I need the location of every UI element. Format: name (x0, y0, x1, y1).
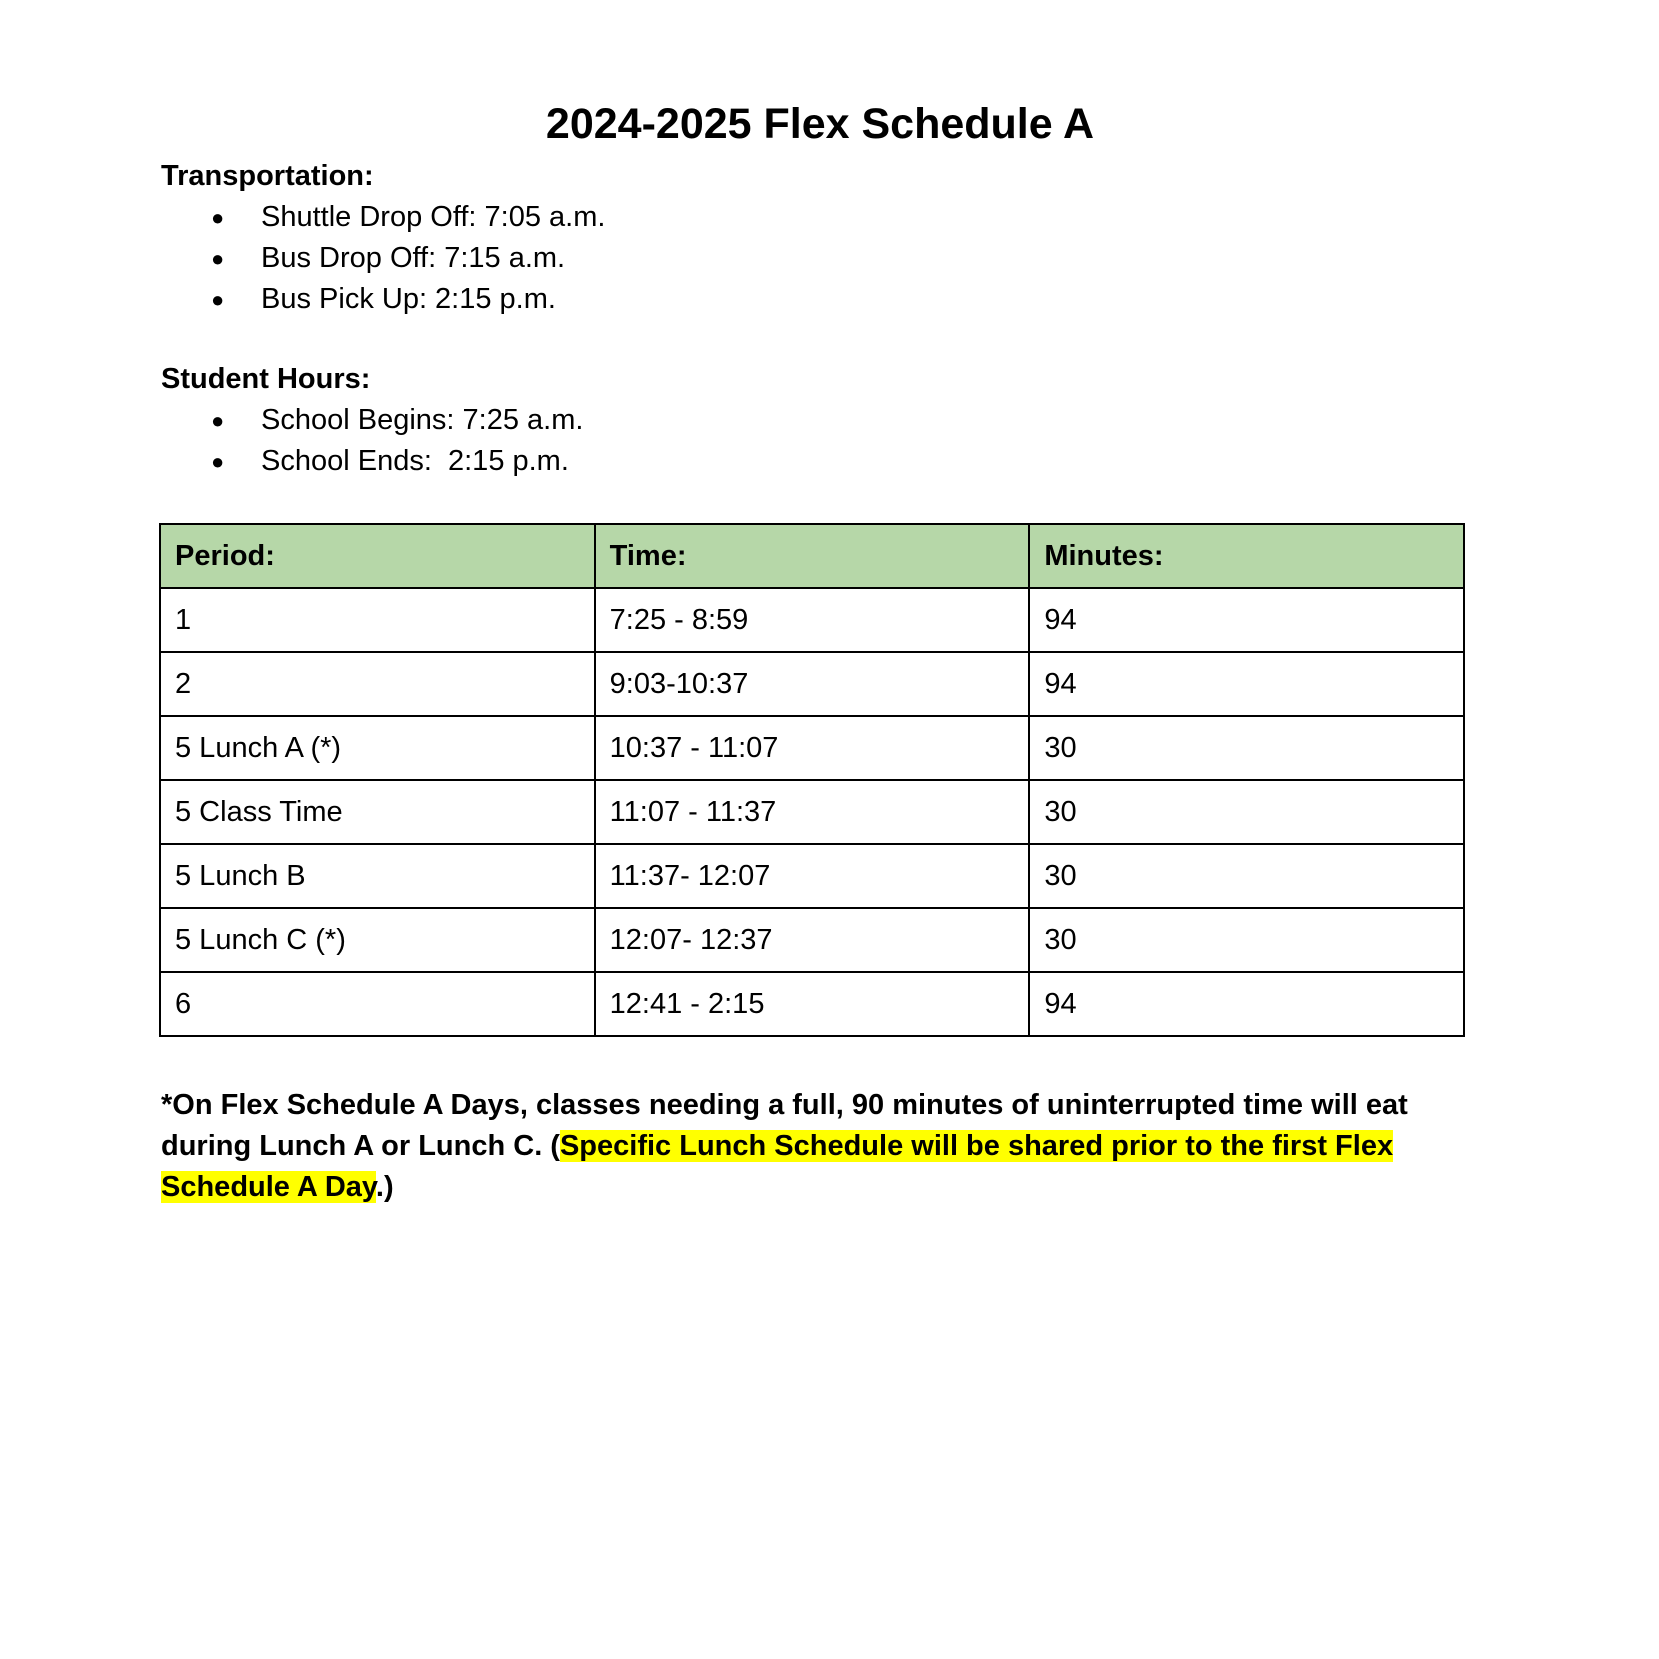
schedule-table (159, 523, 1465, 1037)
time-cell: 12:41 - 2:15 (595, 972, 1030, 1036)
minutes-cell: 94 (1029, 972, 1464, 1036)
period-cell: 2 (160, 652, 595, 716)
table-row (160, 844, 1464, 908)
minutes-cell: 30 (1029, 716, 1464, 780)
time-cell: 11:37- 12:07 (595, 844, 1030, 908)
table-header-row (160, 524, 1464, 588)
minutes-cell: 30 (1029, 844, 1464, 908)
bullet-icon: ● (211, 287, 225, 312)
student-hours-heading: Student Hours: (161, 363, 371, 395)
transportation-heading: Transportation: (161, 160, 374, 192)
bullet-icon: ● (211, 408, 225, 433)
list-item (161, 238, 1461, 279)
time-cell: 7:25 - 8:59 (595, 588, 1030, 652)
column-header-time: Time: (595, 524, 1030, 588)
transportation-item-bus-drop-off: Bus Drop Off: 7:15 a.m. (261, 242, 566, 274)
period-cell: 5 Lunch C (*) (160, 908, 595, 972)
student-hours-item-school-begins: School Begins: 7:25 a.m. (261, 404, 584, 436)
time-cell: 9:03-10:37 (595, 652, 1030, 716)
column-header-period: Period: (160, 524, 595, 588)
time-cell: 10:37 - 11:07 (595, 716, 1030, 780)
time-cell: 12:07- 12:37 (595, 908, 1030, 972)
table-row (160, 652, 1464, 716)
period-cell: 1 (160, 588, 595, 652)
minutes-cell: 94 (1029, 588, 1464, 652)
table-row (160, 780, 1464, 844)
list-item (161, 441, 1461, 482)
footnote-highlighted-text: Specific Lunch Schedule will be shared prior to the first Flex Schedule A Day (161, 1130, 1394, 1203)
period-cell: 5 Class Time (160, 780, 595, 844)
period-cell: 5 Lunch A (*) (160, 716, 595, 780)
time-cell: 11:07 - 11:37 (595, 780, 1030, 844)
bullet-icon: ● (211, 246, 225, 271)
minutes-cell: 30 (1029, 780, 1464, 844)
table-row (160, 908, 1464, 972)
column-header-minutes: Minutes: (1029, 524, 1464, 588)
transportation-section (161, 156, 1461, 320)
table-row (160, 588, 1464, 652)
list-item (161, 279, 1461, 320)
minutes-cell: 30 (1029, 908, 1464, 972)
list-item (161, 400, 1461, 441)
table-row (160, 716, 1464, 780)
transportation-item-shuttle-drop-off: Shuttle Drop Off: 7:05 a.m. (261, 201, 606, 233)
footnote-suffix: .) (375, 1171, 394, 1203)
list-item (161, 197, 1461, 238)
student-hours-item-school-ends: School Ends: 2:15 p.m. (261, 445, 569, 477)
student-hours-section (161, 359, 1461, 482)
period-cell: 6 (160, 972, 595, 1036)
bullet-icon: ● (211, 449, 225, 474)
footnote-text: *On Flex Schedule A Days, classes needing a full, 90 minutes of uninterrupted time will eat during Lunch A or Lunch C. ( (161, 1089, 1408, 1162)
transportation-list (161, 197, 1461, 320)
footnote (161, 1085, 1461, 1208)
minutes-cell: 94 (1029, 652, 1464, 716)
bullet-icon: ● (211, 205, 225, 230)
period-cell: 5 Lunch B (160, 844, 595, 908)
student-hours-list (161, 400, 1461, 482)
transportation-item-bus-pick-up: Bus Pick Up: 2:15 p.m. (261, 283, 556, 315)
table-row (160, 972, 1464, 1036)
page-title: 2024-2025 Flex Schedule A (545, 100, 1095, 148)
